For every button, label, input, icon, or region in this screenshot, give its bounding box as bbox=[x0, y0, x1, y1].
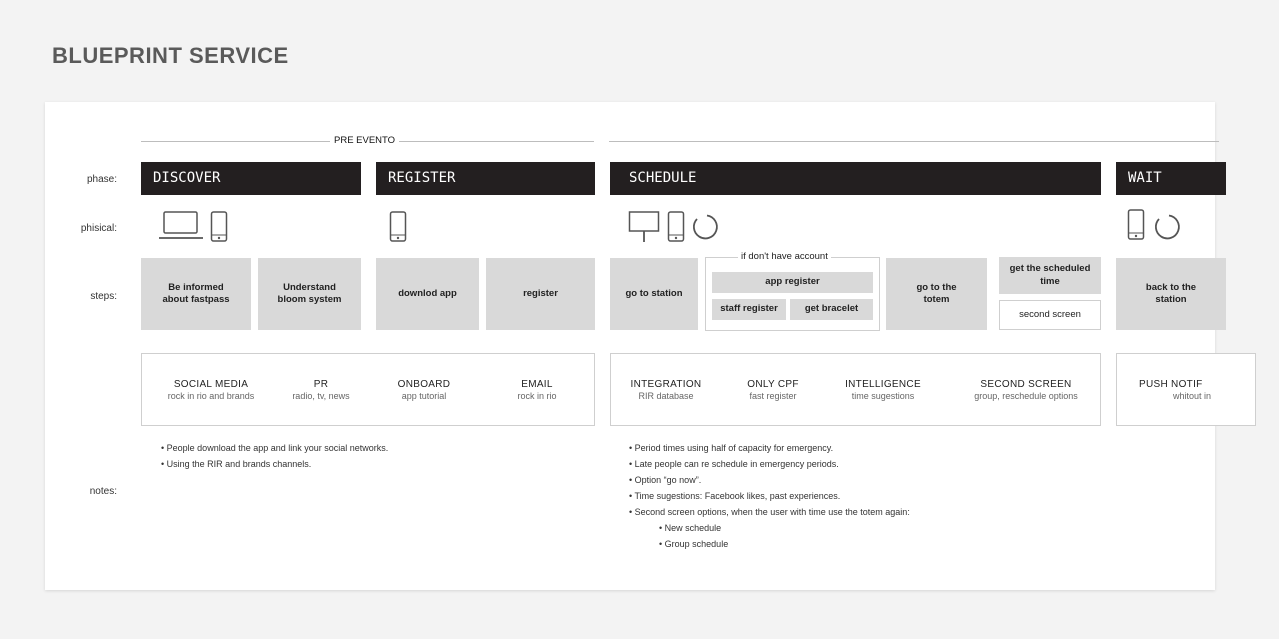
pre-event-rule-right bbox=[609, 141, 1219, 142]
pre-event-label: PRE EVENTO bbox=[330, 135, 399, 146]
phase-register: REGISTER bbox=[376, 162, 595, 195]
note-item: • Time sugestions: Facebook likes, past experiences. bbox=[629, 488, 910, 504]
touchpoint-subtitle: fast register bbox=[749, 391, 797, 401]
touchpoints-group-3 bbox=[1116, 353, 1256, 426]
touchpoint-title: PR bbox=[313, 379, 329, 390]
touchpoint-subtitle: RIR database bbox=[638, 391, 694, 401]
smartphone-icon bbox=[1127, 209, 1145, 241]
totem-icon bbox=[628, 211, 660, 243]
touchpoint-title: SECOND SCREEN bbox=[980, 379, 1072, 390]
step-be-informed: Be informed about fastpass bbox=[141, 258, 251, 330]
touchpoint-title: EMAIL bbox=[521, 379, 553, 390]
phase-discover: DISCOVER bbox=[141, 162, 361, 195]
bracelet-icon bbox=[1153, 213, 1181, 241]
notes-discover-register bbox=[161, 440, 388, 472]
touchpoint-only-cpf bbox=[713, 379, 833, 401]
touchpoint-title: INTEGRATION bbox=[630, 379, 702, 390]
step-download-app: downlod app bbox=[376, 258, 479, 330]
touchpoint-title: ONBOARD bbox=[397, 379, 451, 390]
bracelet-icon bbox=[691, 213, 719, 241]
row-label-steps: steps: bbox=[90, 291, 117, 302]
no-account-group-title: if don't have account bbox=[738, 251, 831, 262]
note-item: • Option “go now”. bbox=[629, 472, 910, 488]
touchpoint-title: PUSH NOTIF bbox=[1139, 379, 1203, 390]
touchpoint-pr bbox=[261, 379, 381, 401]
smartphone-icon bbox=[667, 211, 685, 243]
note-subitem: • New schedule bbox=[629, 520, 910, 536]
step-get-scheduled-time: get the scheduled time bbox=[999, 257, 1101, 294]
touchpoints-group-1 bbox=[141, 353, 595, 426]
touchpoint-integration bbox=[606, 379, 726, 401]
step-staff-register: staff register bbox=[712, 299, 786, 320]
step-back-to-station: back to the station bbox=[1116, 258, 1226, 330]
note-item: • People download the app and link your social networks. bbox=[161, 440, 388, 456]
touchpoint-subtitle: whitout in bbox=[1173, 391, 1212, 401]
note-item: • Second screen options, when the user with time use the totem again: bbox=[629, 504, 910, 520]
phase-wait: WAIT bbox=[1116, 162, 1226, 195]
touchpoint-push-notification bbox=[1119, 379, 1279, 401]
laptop-icon bbox=[158, 210, 204, 242]
touchpoint-subtitle: app tutorial bbox=[401, 391, 447, 401]
touchpoint-second-screen bbox=[960, 379, 1092, 401]
touchpoints-group-2 bbox=[610, 353, 1101, 426]
page-title: BLUEPRINT SERVICE bbox=[52, 43, 289, 68]
note-item: • Using the RIR and brands channels. bbox=[161, 456, 388, 472]
smartphone-icon bbox=[210, 211, 228, 243]
note-item: • Late people can re schedule in emergency periods. bbox=[629, 456, 910, 472]
row-label-physical: phisical: bbox=[80, 223, 117, 234]
touchpoint-onboard bbox=[364, 379, 484, 401]
touchpoint-subtitle: time sugestions bbox=[851, 391, 915, 401]
note-subitem: • Group schedule bbox=[629, 536, 910, 552]
touchpoint-subtitle: radio, tv, news bbox=[292, 391, 350, 401]
row-label-phase: phase: bbox=[86, 174, 117, 185]
notes-schedule bbox=[629, 440, 910, 552]
row-label-notes: notes: bbox=[89, 486, 117, 497]
step-understand-bloom: Understand bloom system bbox=[258, 258, 361, 330]
step-register: register bbox=[486, 258, 595, 330]
touchpoint-email bbox=[477, 379, 597, 401]
touchpoint-subtitle: rock in rio bbox=[517, 391, 557, 401]
blueprint-card bbox=[45, 102, 1215, 590]
step-get-bracelet: get bracelet bbox=[790, 299, 873, 320]
touchpoint-subtitle: group, reschedule options bbox=[974, 391, 1078, 401]
touchpoint-title: ONLY CPF bbox=[747, 379, 799, 390]
touchpoint-title: INTELLIGENCE bbox=[845, 379, 921, 390]
smartphone-icon bbox=[389, 211, 407, 243]
step-second-screen: second screen bbox=[999, 300, 1101, 330]
phase-schedule: SCHEDULE bbox=[610, 162, 1101, 195]
touchpoint-title: SOCIAL MEDIA bbox=[173, 379, 249, 390]
step-go-to-station: go to station bbox=[610, 258, 698, 330]
note-item: • Period times using half of capacity for emergency. bbox=[629, 440, 910, 456]
step-app-register: app register bbox=[712, 272, 873, 293]
touchpoint-subtitle: rock in rio and brands bbox=[167, 391, 255, 401]
touchpoint-social-media bbox=[151, 379, 271, 401]
step-go-to-totem: go to the totem bbox=[886, 258, 987, 330]
touchpoint-intelligence bbox=[823, 379, 943, 401]
